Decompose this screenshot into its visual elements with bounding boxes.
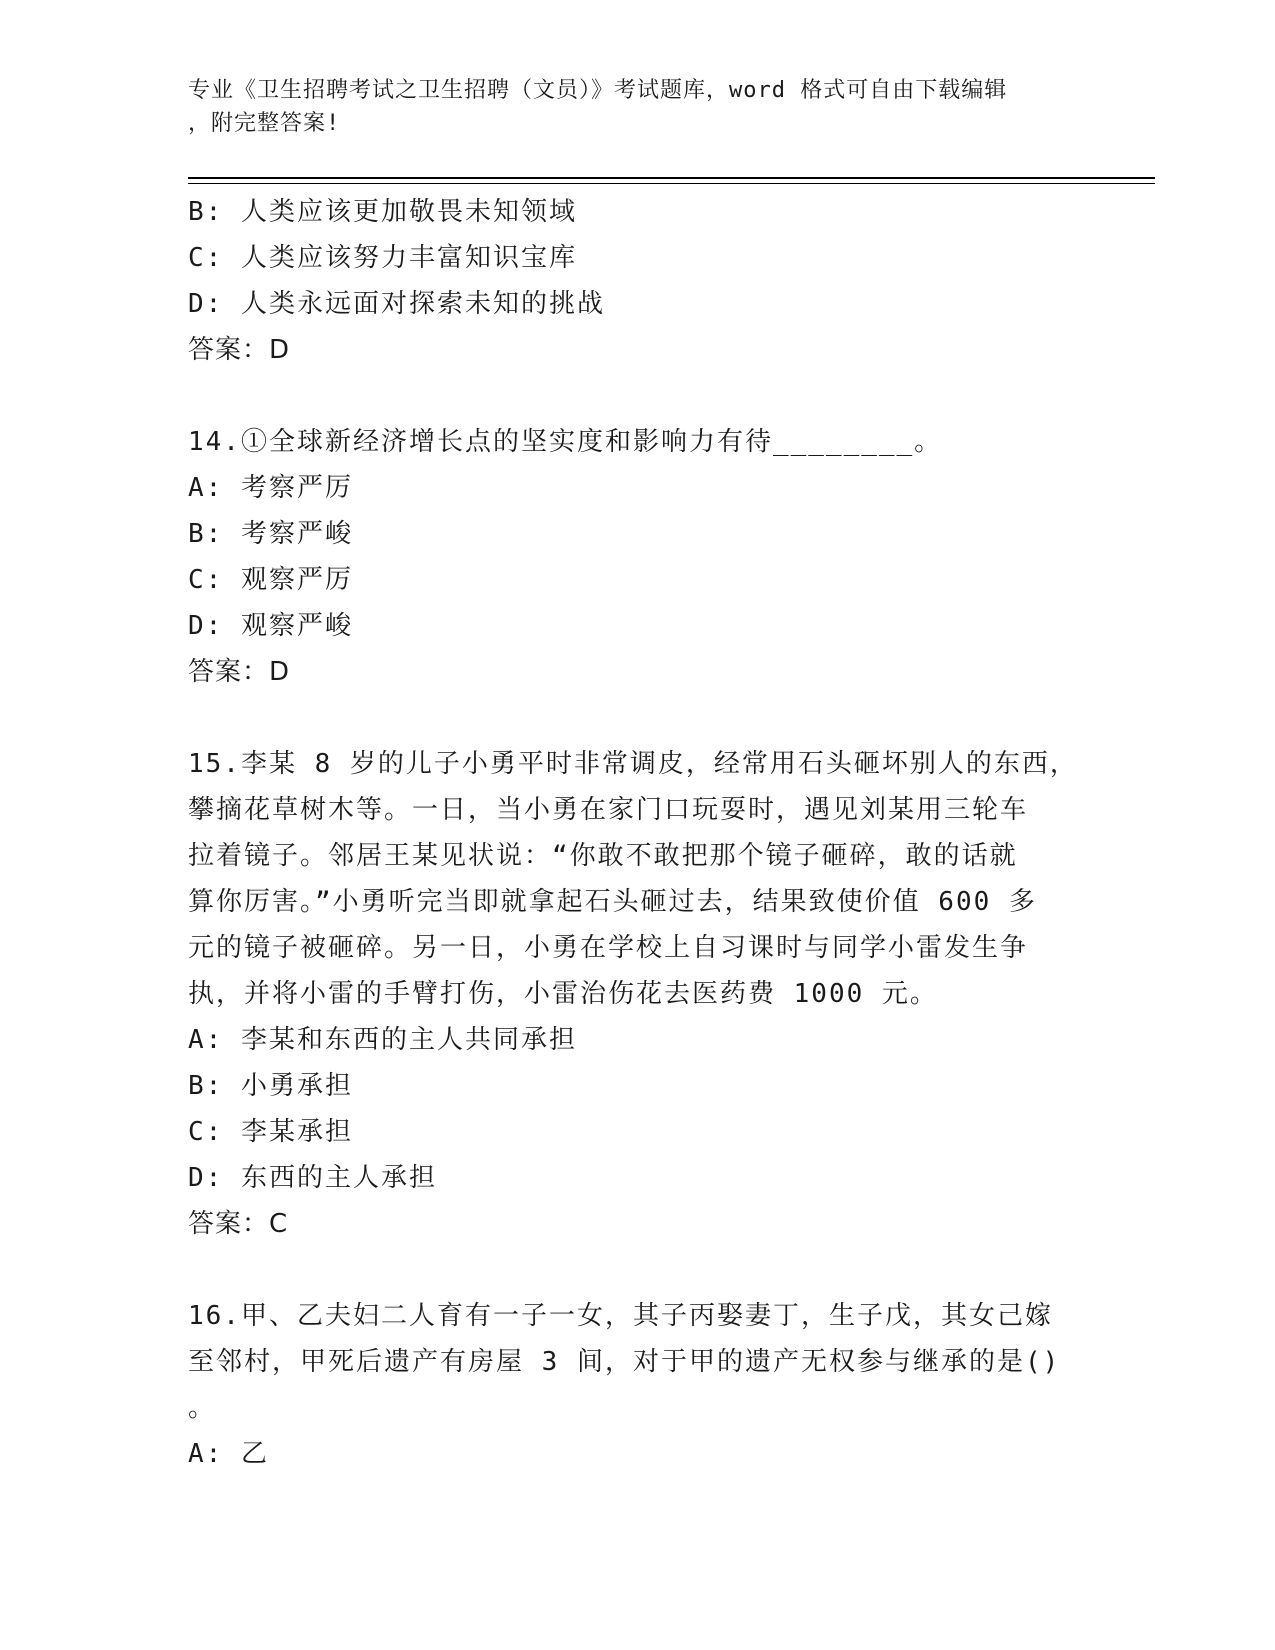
option-b: B: 人类应该更加敬畏未知领域 [188, 197, 577, 227]
option-a: A: 李某和东西的主人共同承担 [188, 1025, 577, 1055]
document-header [188, 74, 1068, 140]
answer-14: 答案：D [188, 657, 291, 687]
question-13 [188, 189, 1088, 373]
question-stem-line-1: 15.李某 8 岁的儿子小勇平时非常调皮，经常用石头砸坏别人的东西， [188, 749, 1078, 779]
answer-15: 答案：C [188, 1209, 289, 1239]
answer-13: 答案：D [188, 335, 291, 365]
option-b: B: 小勇承担 [188, 1071, 353, 1101]
option-d: D: 人类永远面对探索未知的挑战 [188, 289, 605, 319]
question-stem-line-3: 拉着镜子。邻居王某见状说：“你敢不敢把那个镜子砸碎，敢的话就 [188, 841, 1018, 871]
header-divider-thick [188, 177, 1155, 179]
option-b: B: 考察严峻 [188, 519, 353, 549]
question-list [188, 189, 1088, 1477]
question-16 [188, 1293, 1088, 1477]
option-c: C: 李某承担 [188, 1117, 353, 1147]
option-a: A: 考察严厉 [188, 473, 353, 503]
option-a: A: 乙 [188, 1439, 269, 1469]
question-stem-line-2: 攀摘花草树木等。一日，当小勇在家门口玩耍时，遇见刘某用三轮车 [188, 795, 1029, 825]
question-14 [188, 419, 1088, 695]
question-stem-line-6: 执，并将小雷的手臂打伤，小雷治伤花去医药费 1000 元。 [188, 979, 938, 1009]
option-c: C: 人类应该努力丰富知识宝库 [188, 243, 577, 273]
header-line-2: ，附完整答案! [188, 111, 341, 136]
question-stem-line-2: 至邻村，甲死后遗产有房屋 3 间，对于甲的遗产无权参与继承的是() [188, 1347, 1061, 1377]
question-stem-line-5: 元的镜子被砸碎。另一日，小勇在学校上自习课时与同学小雷发生争 [188, 933, 1029, 963]
option-d: D: 观察严峻 [188, 611, 353, 641]
option-d: D: 东西的主人承担 [188, 1163, 437, 1193]
question-stem-line-4: 算你厉害。”小勇听完当即就拿起石头砸过去，结果致使价值 600 多 [188, 887, 1037, 917]
option-c: C: 观察严厉 [188, 565, 353, 595]
question-stem-line-1: 16.甲、乙夫妇二人育有一子一女，其子丙娶妻丁，生子戊，其女己嫁 [188, 1301, 1053, 1331]
question-15 [188, 741, 1088, 1247]
question-stem: 14.①全球新经济增长点的坚实度和影响力有待________。 [188, 427, 943, 457]
header-divider-thin [188, 183, 1155, 184]
header-line-1: 专业《卫生招聘考试之卫生招聘（文员）》考试题库，word 格式可自由下载编辑 [188, 78, 1008, 103]
question-stem-line-3: 。 [188, 1393, 217, 1423]
